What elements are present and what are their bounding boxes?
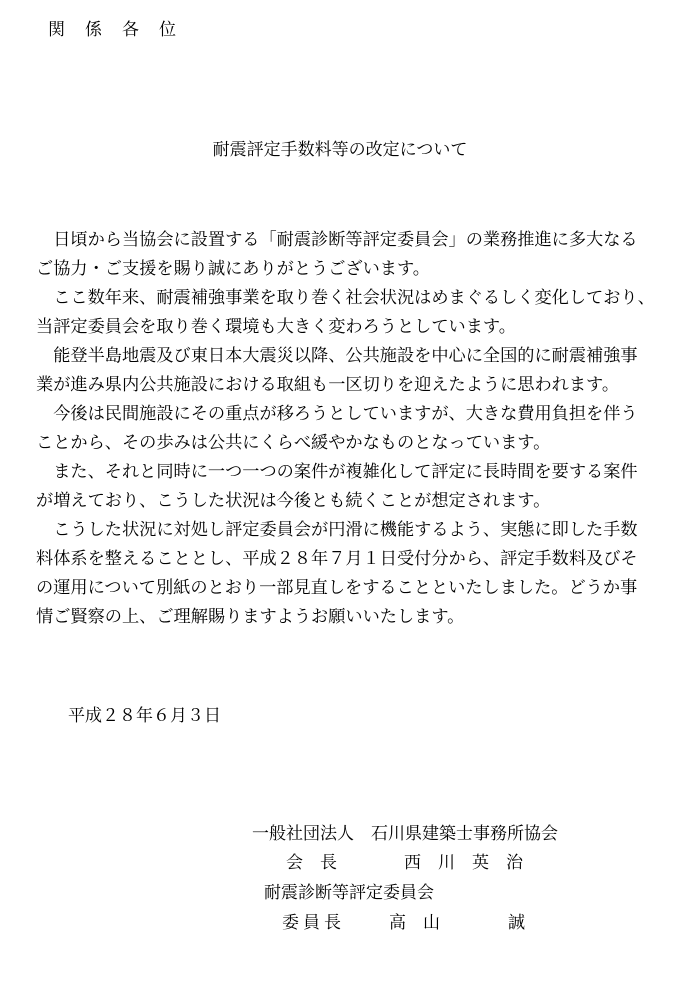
body-line: ご協力・ご支援を賜り誠にありがとうございます。 <box>36 259 430 279</box>
body-line: また、それと同時に一つ一つの案件が複雑化して評定に長時間を要する案件 <box>36 462 638 482</box>
body-line: こうした状況に対処し評定委員会が円滑に機能するよう、実態に即した手数 <box>36 520 638 540</box>
issue-date: 平成２８年６月３日 <box>68 706 221 726</box>
signature-committee-chair-title: 委員長 <box>282 913 345 933</box>
body-line: が増えており、こうした状況は今後とも続くことが想定されます。 <box>36 491 551 511</box>
body-line: 料体系を整えることとし、平成２８年７月１日受付分から、評定手数料及びそ <box>36 549 638 569</box>
body-line: 業が進み県内公共施設における取組も一区切りを迎えたように思われます。 <box>36 375 620 395</box>
body-line: の運用について別紙のとおり一部見直しをすることといたしました。どうか事 <box>36 578 638 598</box>
signature-organization: 一般社団法人 石川県建築士事務所協会 <box>252 824 558 844</box>
body-line: 今後は民間施設にその重点が移ろうとしていますが、大きな費用負担を伴う <box>36 404 638 424</box>
addressee: 関係各位 <box>48 20 196 40</box>
body-line: 当評定委員会を取り巻く環境も大きく変わろうとしています。 <box>36 317 516 337</box>
signature-chair-title: 会 長 <box>286 853 337 873</box>
signature-chair-name: 西 川 英 治 <box>404 853 523 873</box>
document-title: 耐震評定手数料等の改定について <box>212 140 468 160</box>
body-line: 日頃から当協会に設置する「耐震診断等評定委員会」の業務推進に多大なる <box>36 230 638 250</box>
signature-committee: 耐震診断等評定委員会 <box>264 883 434 903</box>
body-line: 能登半島地震及び東日本大震災以降、公共施設を中心に全国的に耐震補強事 <box>36 346 638 366</box>
body-line: ここ数年来、耐震補強事業を取り巻く社会状況はめまぐるしく変化しており、 <box>36 288 655 308</box>
signature-committee-chair-name: 高 山 誠 <box>389 913 525 933</box>
body-line: ことから、その歩みは公共にくらべ緩やかなものとなっています。 <box>36 433 551 453</box>
body-line: 情ご賢察の上、ご理解賜りますようお願いいたします。 <box>36 607 465 627</box>
